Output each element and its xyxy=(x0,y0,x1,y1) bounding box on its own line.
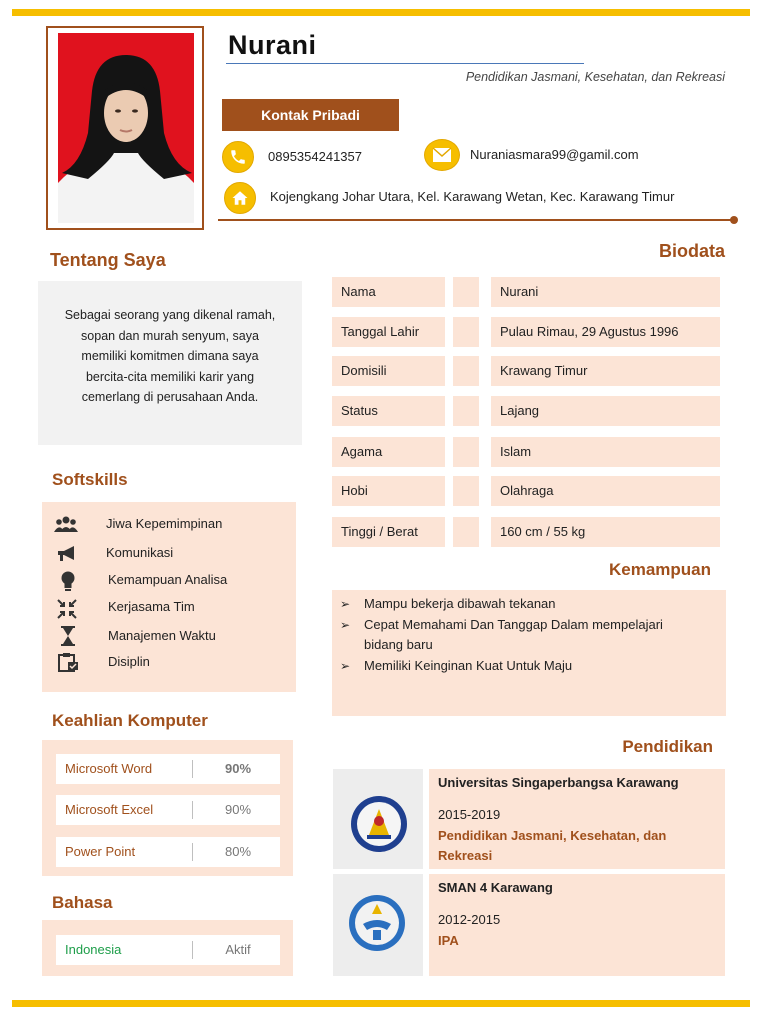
biodata-label: Agama xyxy=(332,437,445,467)
softskill-label: Komunikasi xyxy=(106,545,174,560)
computer-skill-row xyxy=(56,754,280,784)
home-address: Kojengkang Johar Utara, Kel. Karawang Wetan, Kec. Karawang Timur xyxy=(270,189,675,204)
about-box xyxy=(38,281,302,445)
language-title: Bahasa xyxy=(52,893,113,912)
biodata-value: Olahraga xyxy=(491,476,720,506)
profile-photo-frame xyxy=(46,26,204,230)
biodata-separator xyxy=(453,356,479,386)
kemampuan-text: Memiliki Keinginan Kuat Untuk Maju xyxy=(364,657,573,673)
about-line: memiliki komitmen dimana saya xyxy=(81,349,259,363)
email-address: Nuraniasmara99@gamil.com xyxy=(470,147,639,162)
biodata-separator xyxy=(453,476,479,506)
kemampuan-item xyxy=(340,656,720,677)
lightbulb-icon xyxy=(60,571,76,598)
about-line: cemerlang di perusahaan Anda. xyxy=(81,390,259,404)
computer-skill-name: Microsoft Word xyxy=(65,761,153,776)
kemampuan-item xyxy=(340,594,720,615)
education-major xyxy=(438,931,459,951)
bottom-accent-bar xyxy=(12,1000,750,1007)
education-logo-panel xyxy=(333,874,423,976)
education-school: SMAN 4 Karawang xyxy=(438,880,553,895)
softskills-title: Softskills xyxy=(52,470,128,489)
computer-skill-value: 90% xyxy=(224,761,252,776)
biodata-label: Nama xyxy=(332,277,445,307)
softskill-label: Manajemen Waktu xyxy=(108,628,216,643)
kemampuan-list xyxy=(340,594,720,676)
person-subtitle: Pendidikan Jasmani, Kesehatan, dan Rekreasi xyxy=(465,70,725,84)
biodata-label: Tanggal Lahir xyxy=(332,317,445,347)
kemampuan-title: Kemampuan xyxy=(608,560,711,579)
kemampuan-text: Cepat Memahami Dan Tanggap Dalam mempelajari xyxy=(364,616,663,632)
education-info-panel xyxy=(429,874,725,976)
top-accent-bar xyxy=(12,9,750,16)
language-row xyxy=(56,935,280,965)
about-line: bercita-cita memiliki karir yang xyxy=(85,369,255,384)
softskills-panel xyxy=(42,502,296,692)
biodata-separator xyxy=(453,277,479,307)
computer-skill-name: Power Point xyxy=(65,844,136,859)
education-major xyxy=(438,826,666,866)
person-name: Nurani xyxy=(228,30,317,60)
biodata-value: Krawang Timur xyxy=(491,356,720,386)
profile-photo xyxy=(58,33,194,223)
education-years: 2012-2015 xyxy=(438,912,501,927)
tut-wuri-handayani-logo xyxy=(347,894,407,957)
clipboard-icon xyxy=(58,652,80,677)
phone-icon xyxy=(222,141,254,173)
about-line: sopan dan murah senyum, saya xyxy=(81,328,259,343)
university-logo xyxy=(349,795,409,858)
arrow-bullet-icon: ➢ xyxy=(340,597,351,611)
kemampuan-item xyxy=(340,615,720,656)
contact-header: Kontak Pribadi xyxy=(222,99,399,131)
computer-skill-name: Microsoft Excel xyxy=(65,802,154,817)
contact-divider xyxy=(218,219,734,221)
arrow-bullet-icon: ➢ xyxy=(340,658,351,673)
computer-skill-value: 80% xyxy=(224,844,252,859)
computer-skill-divider xyxy=(192,760,193,778)
softskill-label: Jiwa Kepemimpinan xyxy=(106,516,223,531)
biodata-separator xyxy=(453,437,479,467)
contact-divider-dot xyxy=(730,216,738,224)
computer-skill-divider xyxy=(192,801,193,819)
education-title: Pendidikan xyxy=(622,737,713,756)
biodata-value: Nurani xyxy=(491,277,720,307)
computer-skills-title: Keahlian Komputer xyxy=(52,711,208,730)
education-logo-panel xyxy=(333,769,423,869)
computer-skill-value: 90% xyxy=(224,802,252,817)
biodata-label: Status xyxy=(332,396,445,426)
education-major-line: IPA xyxy=(438,933,459,948)
biodata-value: Lajang xyxy=(491,396,720,426)
education-major-line: Rekreasi xyxy=(438,848,493,863)
about-text xyxy=(48,305,292,408)
softskill-label: Disiplin xyxy=(108,654,150,669)
education-school: Universitas Singaperbangsa Karawang xyxy=(438,775,679,790)
computer-skill-divider xyxy=(192,843,193,861)
collapse-arrows-icon xyxy=(57,599,77,624)
biodata-label: Hobi xyxy=(332,476,445,506)
about-title: Tentang Saya xyxy=(50,250,166,270)
language-divider xyxy=(192,941,193,959)
arrow-bullet-icon: ➢ xyxy=(340,617,351,632)
phone-number: 0895354241357 xyxy=(268,149,362,164)
about-line: Sebagai seorang yang dikenal ramah, xyxy=(64,308,276,322)
education-years: 2015-2019 xyxy=(438,807,501,822)
envelope-icon xyxy=(424,139,460,171)
softskill-label: Kemampuan Analisa xyxy=(108,572,228,587)
hourglass-icon xyxy=(60,626,76,651)
language-name: Indonesia xyxy=(65,942,122,957)
biodata-value: Pulau Rimau, 29 Agustus 1996 xyxy=(491,317,720,347)
education-major-line: Pendidikan Jasmani, Kesehatan, dan xyxy=(438,828,667,843)
language-level: Aktif xyxy=(225,942,251,957)
biodata-value: Islam xyxy=(491,437,720,467)
biodata-separator xyxy=(453,517,479,547)
kemampuan-text: bidang baru xyxy=(364,637,433,652)
biodata-separator xyxy=(453,396,479,426)
home-icon xyxy=(224,182,256,214)
name-underline xyxy=(226,63,584,64)
biodata-title: Biodata xyxy=(658,241,725,261)
biodata-label: Domisili xyxy=(332,356,445,386)
computer-skill-row xyxy=(56,837,280,867)
biodata-value: 160 cm / 55 kg xyxy=(491,517,720,547)
computer-skill-row xyxy=(56,795,280,825)
megaphone-icon xyxy=(56,545,78,568)
biodata-label: Tinggi / Berat xyxy=(332,517,445,547)
education-info-panel xyxy=(429,769,725,869)
people-icon xyxy=(54,514,78,539)
kemampuan-text: Mampu bekerja dibawah tekanan xyxy=(364,596,556,611)
biodata-separator xyxy=(453,317,479,347)
softskill-label: Kerjasama Tim xyxy=(108,599,195,614)
